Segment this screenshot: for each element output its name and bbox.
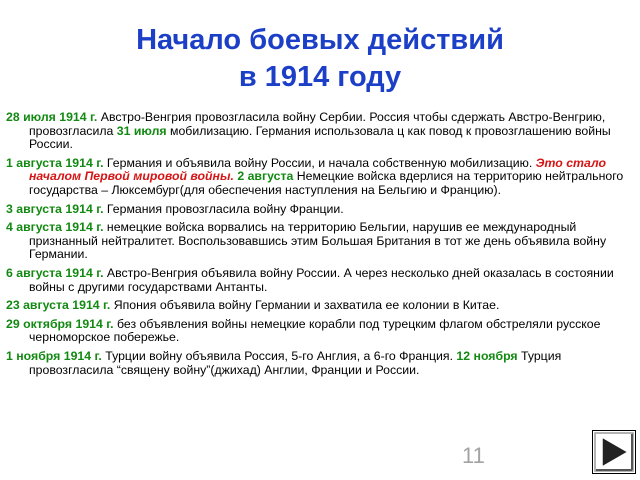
event-date: 28 июля 1914 г. <box>6 110 98 124</box>
event-text: Германия провозгласила войну Франции. <box>103 201 344 216</box>
event-item <box>6 299 632 313</box>
event-date: 1 ноября 1914 г. <box>6 348 102 363</box>
next-slide-arrow-icon <box>592 430 636 474</box>
event-item <box>6 203 632 217</box>
event-item <box>6 111 632 152</box>
event-text: Немецкие войска вдерлися на территорию нейтрального государства – Люксембург(для обеспечения наступления на Бельгию и Францию). <box>29 169 624 197</box>
slide-title-line-1: Начало боевых действий <box>136 24 504 56</box>
event-text: Австро-Венгрия провозгласила войну Сербии. Россия чтобы сдержать Австро-Венгрию, провозгласила <box>29 110 606 138</box>
page-number: 11 <box>462 443 485 468</box>
event-date: 6 августа 1914 г. <box>6 265 104 280</box>
event-date: 4 августа 1914 г. <box>6 220 104 235</box>
event-date: 29 октября 1914 г. <box>6 316 114 331</box>
event-text: Турция провозгласила “священу войну”(джихад) Англии, Франции и России. <box>29 348 562 377</box>
event-text: Германия и объявила войну России, и начала собственную мобилизацию. <box>103 155 536 170</box>
event-date: 12 ноября <box>456 348 518 363</box>
event-item <box>6 221 632 262</box>
event-date: 3 августа 1914 г. <box>6 201 104 216</box>
events-list <box>6 111 632 382</box>
event-date: 23 августа 1914 г. <box>6 298 111 313</box>
slide-title <box>0 22 640 96</box>
event-text: Япония объявила войну Германии и захватила ее колонии в Китае. <box>110 298 500 313</box>
slide-title-line-2: в 1914 году <box>238 61 402 93</box>
event-item <box>6 350 632 377</box>
event-item <box>6 267 632 294</box>
event-item <box>6 318 632 345</box>
next-slide-button[interactable] <box>592 430 636 474</box>
event-date: 31 июля <box>116 123 167 138</box>
event-text: Турции войну объявила Россия, 5-го Англия, а 6-го Франция. <box>101 348 457 363</box>
event-date: 1 августа 1914 г. <box>6 155 104 170</box>
event-text: немецкие войска ворвались на территорию Бельгии, нарушив ее международный признанный нейтралитет. Воспользовавшись этим Большая Британия в тот же день объявила войну Германии. <box>29 220 607 262</box>
event-item <box>6 157 632 198</box>
event-highlight: Это стало началом Первой мировой войны. <box>29 155 606 184</box>
event-date: 2 августа <box>237 169 294 184</box>
event-text: Австро-Венгрия объявила войну России. А через несколько дней оказалась в состоянии войны с другими государствами Антанты. <box>29 265 614 294</box>
event-text: мобилизацию. Германия использовала ц как повод к провозглашению войны России. <box>29 123 611 152</box>
event-text: без объявления войны немецкие корабли под турецким флагом обстреляли русское черноморское побережье. <box>29 316 601 345</box>
